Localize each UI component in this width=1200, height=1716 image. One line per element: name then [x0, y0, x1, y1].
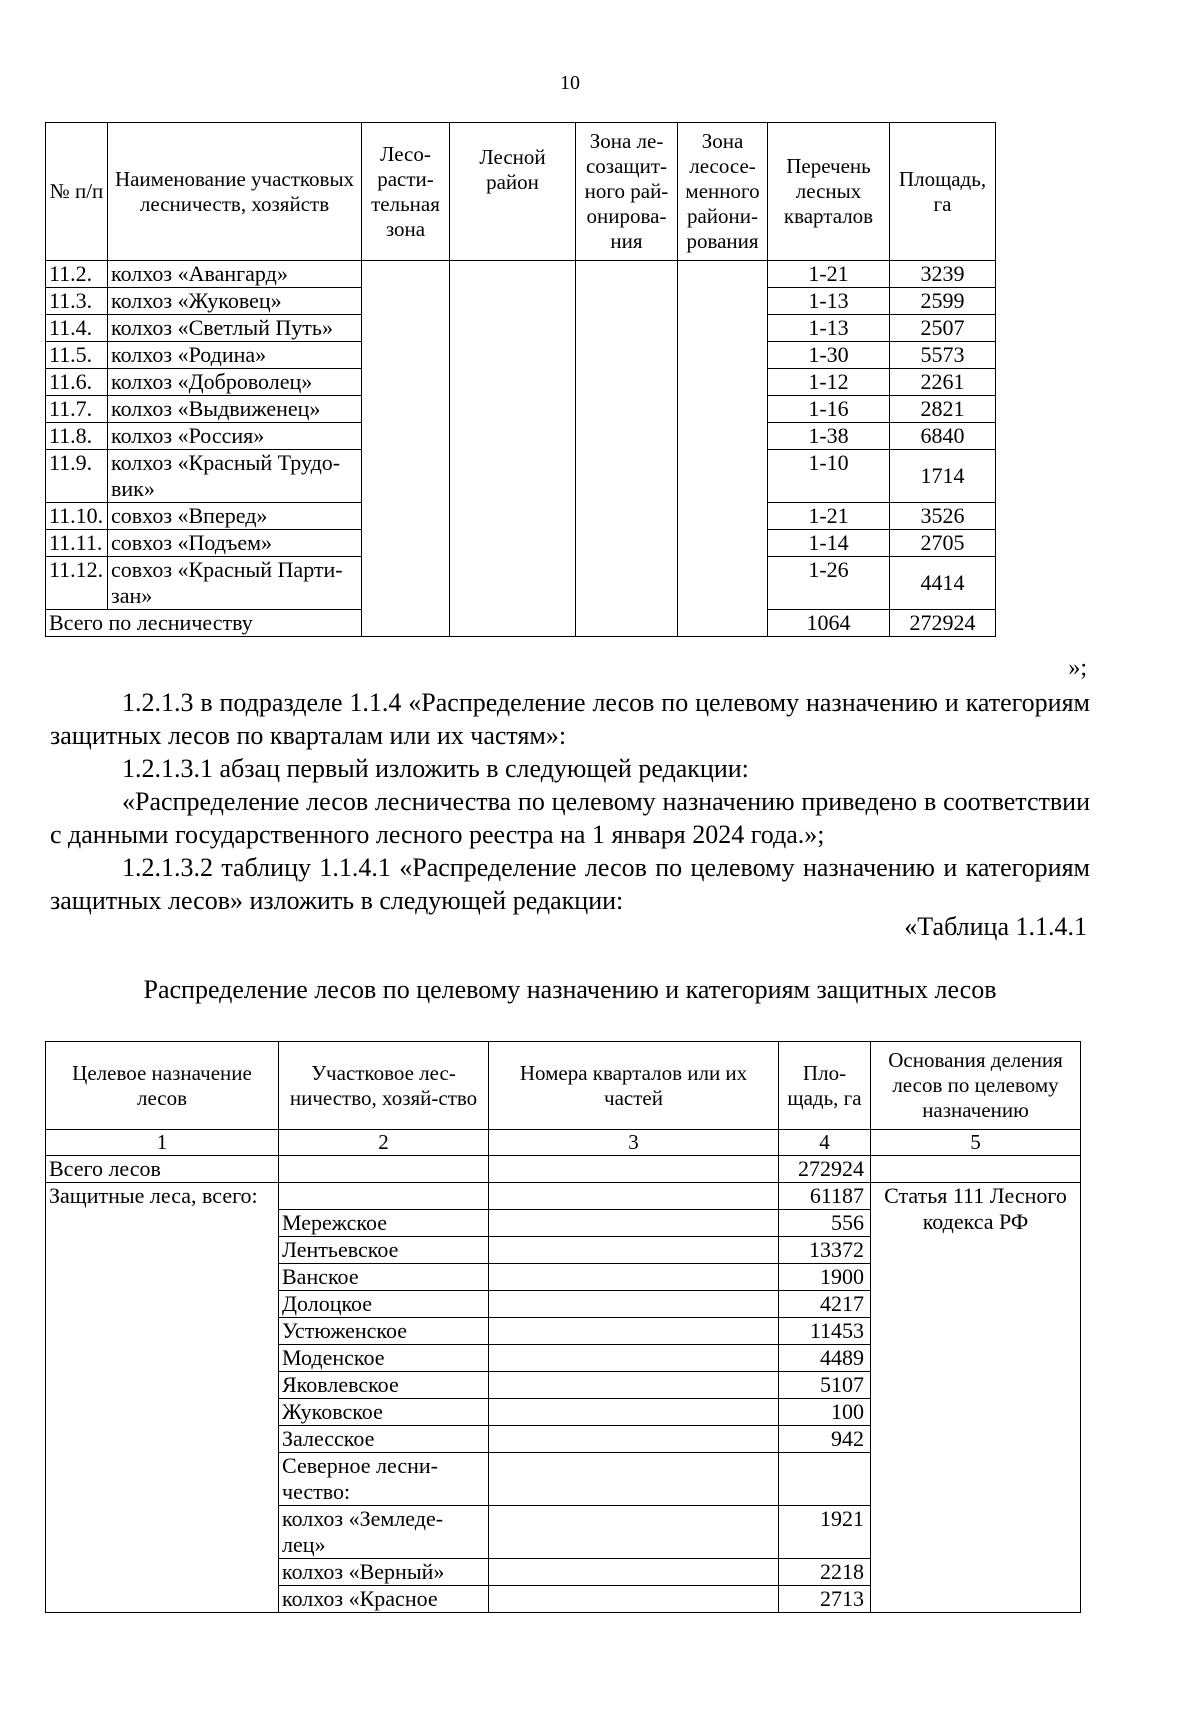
row-quarters [489, 1399, 779, 1426]
header-veg-zone: Лесо-расти-тельная зона [362, 123, 450, 261]
row-area: 556 [779, 1210, 871, 1237]
empty-seed-zone [678, 261, 768, 637]
protective-label: Защитные леса, всего: [46, 1183, 279, 1613]
row-quarters [489, 1318, 779, 1345]
row-area: 4414 [890, 557, 996, 610]
row-quarters [489, 1453, 779, 1506]
forestry-quarters-table [45, 122, 996, 637]
row-name: совхоз «Красный Парти-зан» [108, 557, 362, 610]
row-num: 11.4. [46, 315, 108, 342]
row-area: 4489 [779, 1345, 871, 1372]
row-forestry: колхоз «Красное [279, 1586, 489, 1613]
row-quarters: 1-13 [768, 288, 890, 315]
empty-cell [279, 1156, 489, 1183]
header-area: Пло-щадь, га [779, 1042, 871, 1130]
row-area: 2705 [890, 530, 996, 557]
empty-veg-zone [362, 261, 450, 637]
header-seed-zone: Зона лесосе-менного райони-рования [678, 123, 768, 261]
table-label: «Таблица 1.1.4.1 [904, 912, 1087, 941]
row-area: 5107 [779, 1372, 871, 1399]
total-forests-label: Всего лесов [46, 1156, 279, 1183]
header-name: Наименование участковых лесничеств, хозяйств [108, 123, 362, 261]
header-area: Площадь, га [890, 123, 996, 261]
row-quarters [489, 1372, 779, 1399]
row-name: колхоз «Россия» [108, 423, 362, 450]
row-area: 2821 [890, 396, 996, 423]
total-forests-row [46, 1156, 1081, 1183]
paragraph-1: 1.2.1.3 в подразделе 1.1.4 «Распределение лесов по целевому назначению и категориям защитных лесов по кварталам или их частям»: [50, 688, 1090, 750]
col-number: 3 [489, 1130, 779, 1156]
row-quarters [489, 1426, 779, 1453]
row-forestry: Лентьевское [279, 1237, 489, 1264]
row-area: 5573 [890, 342, 996, 369]
table-caption: Распределение лесов по целевому назначению и категориям защитных лесов [143, 975, 997, 1004]
row-forestry: Жуковское [279, 1399, 489, 1426]
row-quarters: 1-26 [768, 557, 890, 610]
row-forestry: Залесское [279, 1426, 489, 1453]
row-quarters [489, 1506, 779, 1559]
row-name: колхоз «Доброволец» [108, 369, 362, 396]
empty-cell [489, 1156, 779, 1183]
row-num: 11.6. [46, 369, 108, 396]
row-name: колхоз «Красный Трудо-вик» [108, 450, 362, 503]
header-forest-region: Лесной район [450, 123, 576, 261]
page-number: 10 [560, 72, 580, 94]
row-forestry: Моденское [279, 1345, 489, 1372]
header-protective-zone: Зона ле-созащит-ного рай-онирова-ния [576, 123, 678, 261]
row-quarters [489, 1237, 779, 1264]
header-basis: Основания деления лесов по целевому назначению [871, 1042, 1081, 1130]
paragraph-2: 1.2.1.3.1 абзац первый изложить в следующей редакции: [122, 754, 749, 783]
row-area: 6840 [890, 423, 996, 450]
row-quarters: 1-10 [768, 450, 890, 503]
row-quarters: 1-21 [768, 503, 890, 530]
header-num: № п/п [46, 123, 108, 261]
row-quarters [489, 1559, 779, 1586]
row-forestry: Яковлевское [279, 1372, 489, 1399]
row-quarters: 1-13 [768, 315, 890, 342]
total-forests-area: 272924 [779, 1156, 871, 1183]
row-name: колхоз «Светлый Путь» [108, 315, 362, 342]
row-area: 1900 [779, 1264, 871, 1291]
col-number: 4 [779, 1130, 871, 1156]
row-num: 11.12. [46, 557, 108, 610]
row-forestry: Долоцкое [279, 1291, 489, 1318]
row-num: 11.7. [46, 396, 108, 423]
row-forestry: Северное лесни-чество: [279, 1453, 489, 1506]
row-area: 1921 [779, 1506, 871, 1559]
forest-purpose-table [45, 1041, 1081, 1613]
row-area: 2261 [890, 369, 996, 396]
row-quarters: 1-14 [768, 530, 890, 557]
row-name: совхоз «Подъем» [108, 530, 362, 557]
col-number: 1 [46, 1130, 279, 1156]
total-quarters: 1064 [768, 610, 890, 637]
row-name: колхоз «Выдвиженец» [108, 396, 362, 423]
empty-cell [279, 1183, 489, 1210]
row-area: 3526 [890, 503, 996, 530]
row-area: 100 [779, 1399, 871, 1426]
total-area: 272924 [890, 610, 996, 637]
basis-text: Статья 111 Лесного кодекса РФ [871, 1183, 1081, 1613]
header-quarters: Перечень лесных кварталов [768, 123, 890, 261]
row-num: 11.8. [46, 423, 108, 450]
col-number: 5 [871, 1130, 1081, 1156]
header-purpose: Целевое назначение лесов [46, 1042, 279, 1130]
row-area: 942 [779, 1426, 871, 1453]
row-name: колхоз «Родина» [108, 342, 362, 369]
row-area: 2507 [890, 315, 996, 342]
row-num: 11.10. [46, 503, 108, 530]
row-quarters: 1-21 [768, 261, 890, 288]
row-num: 11.9. [46, 450, 108, 503]
row-area: 3239 [890, 261, 996, 288]
protective-forests-row [46, 1183, 1081, 1210]
row-quarters: 1-38 [768, 423, 890, 450]
protective-area: 61187 [779, 1183, 871, 1210]
row-quarters: 1-30 [768, 342, 890, 369]
row-name: колхоз «Авангард» [108, 261, 362, 288]
row-num: 11.2. [46, 261, 108, 288]
row-forestry: колхоз «Земледе-лец» [279, 1506, 489, 1559]
row-quarters: 1-12 [768, 369, 890, 396]
row-name: колхоз «Жуковец» [108, 288, 362, 315]
row-forestry: колхоз «Верный» [279, 1559, 489, 1586]
row-quarters [489, 1210, 779, 1237]
row-area [779, 1453, 871, 1506]
header-quarter-numbers: Номера кварталов или их частей [489, 1042, 779, 1130]
row-num: 11.5. [46, 342, 108, 369]
table-row [46, 261, 996, 288]
row-quarters [489, 1264, 779, 1291]
row-quarters [489, 1291, 779, 1318]
row-forestry: Устюженское [279, 1318, 489, 1345]
row-area: 4217 [779, 1291, 871, 1318]
empty-forest-region [450, 261, 576, 637]
row-forestry: Ванское [279, 1264, 489, 1291]
row-name: совхоз «Вперед» [108, 503, 362, 530]
row-quarters: 1-16 [768, 396, 890, 423]
row-area: 2218 [779, 1559, 871, 1586]
empty-cell [871, 1156, 1081, 1183]
row-area: 13372 [779, 1237, 871, 1264]
paragraph-3: «Распределение лесов лесничества по целевому назначению приведено в соответствии с данными государственного лесного реестра на 1 января 2024 года.»; [50, 787, 1090, 849]
row-forestry: Мережское [279, 1210, 489, 1237]
row-quarters [489, 1586, 779, 1613]
row-area: 2599 [890, 288, 996, 315]
row-area: 1714 [890, 450, 996, 503]
total-label: Всего по лесничеству [46, 610, 362, 637]
row-area: 11453 [779, 1318, 871, 1345]
row-num: 11.3. [46, 288, 108, 315]
row-area: 2713 [779, 1586, 871, 1613]
empty-protective-zone [576, 261, 678, 637]
paragraph-4: 1.2.1.3.2 таблицу 1.1.4.1 «Распределение лесов по целевому назначению и категориям защитных лесов» изложить в следующей редакции: [50, 853, 1090, 915]
quote-end: »; [1068, 655, 1087, 681]
empty-cell [489, 1183, 779, 1210]
row-num: 11.11. [46, 530, 108, 557]
row-quarters [489, 1345, 779, 1372]
header-forestry: Участковое лес-ничество, хозяй-ство [279, 1042, 489, 1130]
col-number: 2 [279, 1130, 489, 1156]
